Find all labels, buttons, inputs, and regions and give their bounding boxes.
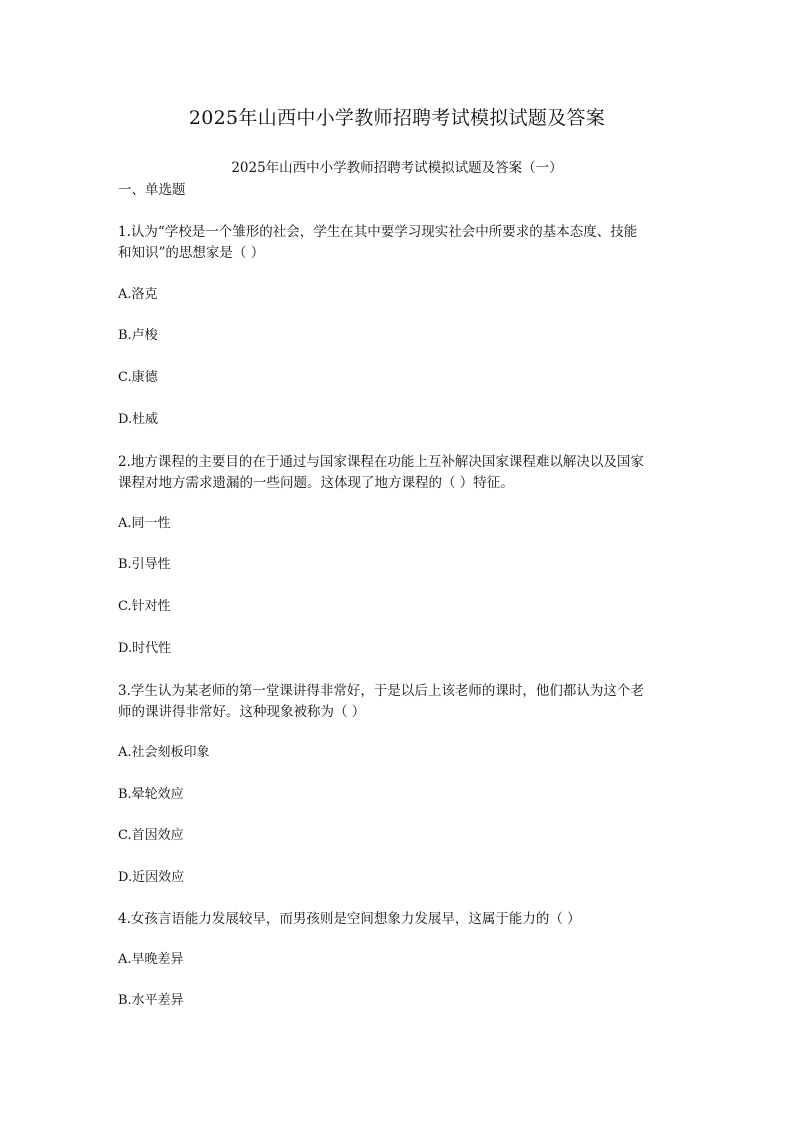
question-3-option-c: C.首因效应 bbox=[118, 828, 184, 843]
document-subtitle: 2025年山西中小学教师招聘考试模拟试题及答案（一） bbox=[231, 160, 563, 176]
question-2-option-a: A.同一性 bbox=[118, 516, 171, 531]
question-4-line-1: 4.女孩言语能力发展较早，而男孩则是空间想象力发展早，这属于能力的（ ） bbox=[118, 911, 581, 927]
question-1-option-c: C.康德 bbox=[118, 370, 158, 385]
question-3-option-a: A.社会刻板印象 bbox=[118, 745, 210, 760]
question-2-line-2: 课程对地方需求遗漏的一些问题。这体现了地方课程的（ ）特征。 bbox=[118, 475, 514, 491]
question-3-line-1: 3.学生认为某老师的第一堂课讲得非常好，于是以后上该老师的课时，他们都认为这个老 bbox=[118, 683, 644, 699]
question-1-line-1: 1.认为“学校是一个雏形的社会，学生在其中要学习现实社会中所要求的基本态度、技能 bbox=[118, 224, 638, 240]
question-3-line-2: 师的课讲得非常好。这种现象被称为（ ） bbox=[118, 704, 366, 720]
question-1-option-d: D.杜威 bbox=[118, 412, 159, 427]
question-4-option-b: B.水平差异 bbox=[118, 993, 184, 1008]
question-1-line-2: 和知识”的思想家是（ ） bbox=[118, 245, 265, 261]
question-2-option-b: B.引导性 bbox=[118, 557, 171, 572]
question-2-option-c: C.针对性 bbox=[118, 599, 171, 614]
section-heading: 一、单选题 bbox=[118, 182, 186, 198]
question-1-option-b: B.卢梭 bbox=[118, 328, 158, 343]
question-3-option-d: D.近因效应 bbox=[118, 870, 185, 885]
document-title: 2025年山西中小学教师招聘考试模拟试题及答案 bbox=[188, 107, 606, 129]
question-4-option-a: A.早晚差异 bbox=[118, 952, 184, 967]
question-2-line-1: 2.地方课程的主要目的在于通过与国家课程在功能上互补解决国家课程难以解决以及国家 bbox=[118, 454, 644, 470]
question-3-option-b: B.晕轮效应 bbox=[118, 787, 184, 802]
question-1-option-a: A.洛克 bbox=[118, 287, 158, 302]
question-2-option-d: D.时代性 bbox=[118, 641, 172, 656]
